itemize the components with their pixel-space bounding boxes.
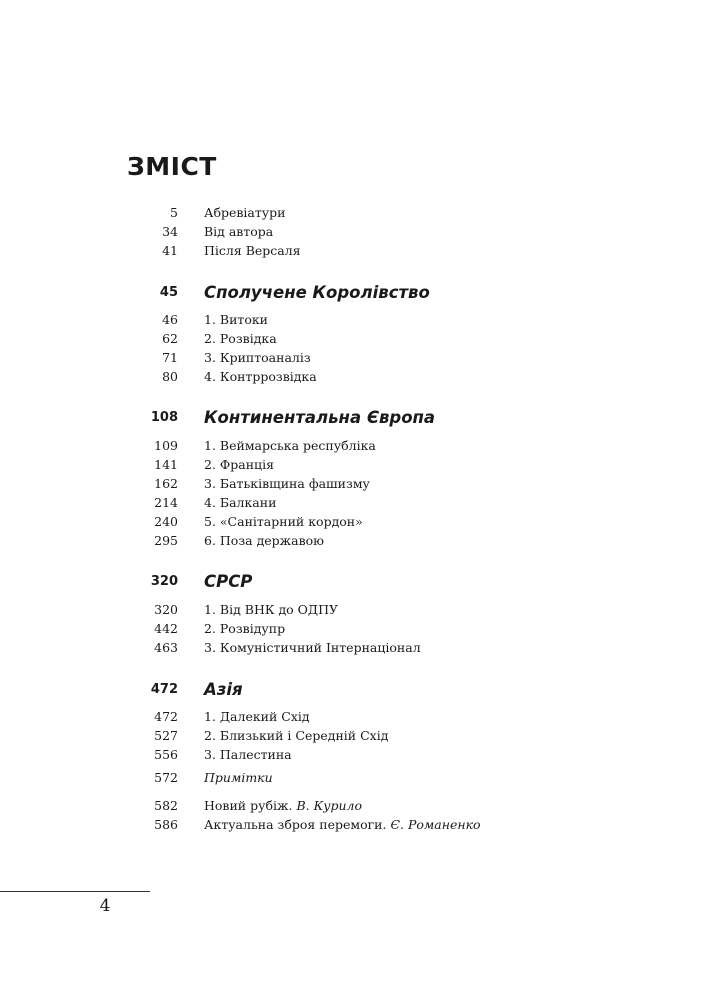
page-number: 34: [162, 224, 178, 239]
toc-entry: [0, 203, 720, 223]
toc-entry-notes: [0, 768, 720, 788]
entry-title: 2. Розвідка: [204, 331, 277, 346]
toc-entry: [0, 241, 720, 261]
toc-entry: [0, 707, 720, 727]
entry-title-text: Актуальна зброя перемоги.: [204, 817, 391, 832]
page-number: 41: [162, 243, 178, 258]
toc-entry: [0, 367, 720, 387]
toc-section-heading: [0, 677, 720, 697]
entry-title: Після Версаля: [204, 243, 301, 258]
entry-title: 5. «Санітарний кордон»: [204, 514, 363, 529]
entry-title: 1. Від ВНК до ОДПУ: [204, 602, 339, 617]
page-number: 463: [154, 640, 178, 655]
toc-entry: [0, 436, 720, 456]
footer-rule: [0, 891, 150, 892]
page-number: 240: [154, 514, 178, 529]
section-title: СРСР: [204, 572, 253, 591]
page-number: 71: [162, 350, 178, 365]
toc-section-heading: [0, 569, 720, 589]
entry-title: [204, 815, 481, 835]
entry-title: Від автора: [204, 224, 274, 239]
page-number: 295: [154, 533, 178, 548]
entry-author: В. Курило: [296, 798, 363, 813]
entry-title: [204, 796, 362, 816]
entry-title: 6. Поза державою: [204, 533, 325, 548]
entry-title: 3. Криптоаналіз: [204, 350, 311, 365]
section-title: Азія: [204, 680, 243, 699]
entry-title: Абревіатури: [204, 205, 286, 220]
toc-entry: [0, 455, 720, 475]
page-number: 62: [162, 331, 178, 346]
entry-title: 1. Веймарська республіка: [204, 438, 376, 453]
page-number: 472: [154, 709, 178, 724]
section-page-number: 320: [150, 574, 178, 589]
page-number: 46: [162, 312, 178, 327]
toc-entry: [0, 493, 720, 513]
entry-title: 4. Контррозвідка: [204, 369, 317, 384]
toc-entry: [0, 600, 720, 620]
toc-entry: [0, 512, 720, 532]
page-number: 214: [154, 495, 178, 510]
toc-entry: [0, 815, 720, 835]
entry-author: Є. Романенко: [390, 817, 481, 832]
page-number: 527: [154, 728, 178, 743]
page-folio: 4: [99, 896, 111, 916]
toc-section-heading: [0, 280, 720, 300]
entry-title: 3. Палестина: [204, 747, 292, 762]
entry-title: 2. Близький і Середній Схід: [204, 728, 389, 743]
page-title: ЗМІСТ: [127, 152, 217, 181]
entry-title: 1. Далекий Схід: [204, 709, 310, 724]
toc-entry: [0, 348, 720, 368]
toc-entry: [0, 796, 720, 816]
toc-entry: [0, 474, 720, 494]
page-number: 556: [154, 747, 178, 762]
page-number: 162: [154, 476, 178, 491]
toc-entry: [0, 638, 720, 658]
entry-title: 2. Розвідупр: [204, 621, 286, 636]
entry-title-text: Новий рубіж.: [204, 798, 297, 813]
entry-title: Примітки: [204, 770, 273, 785]
page-number: 586: [154, 817, 178, 832]
page-number: 572: [154, 770, 178, 785]
page-number: 109: [154, 438, 178, 453]
toc-entry: [0, 329, 720, 349]
toc-section-heading: [0, 405, 720, 425]
entry-title: 2. Франція: [204, 457, 274, 472]
section-page-number: 108: [150, 410, 178, 425]
entry-title: 4. Балкани: [204, 495, 277, 510]
toc-entry: [0, 531, 720, 551]
page-number: 141: [154, 457, 178, 472]
toc-entry: [0, 619, 720, 639]
section-title: Континентальна Європа: [204, 408, 436, 427]
toc-entry: [0, 310, 720, 330]
toc-entry: [0, 745, 720, 765]
entry-title: 3. Комуністичний Інтернаціонал: [204, 640, 421, 655]
page-number: 80: [162, 369, 178, 384]
toc-entry: [0, 726, 720, 746]
toc-entry: [0, 222, 720, 242]
page-number: 5: [170, 205, 178, 220]
page-number: 320: [154, 602, 178, 617]
entry-title: 1. Витоки: [204, 312, 269, 327]
section-page-number: 472: [150, 682, 178, 697]
section-page-number: 45: [159, 285, 178, 300]
section-title: Сполучене Королівство: [204, 283, 430, 302]
page-number: 582: [154, 798, 178, 813]
entry-title: 3. Батьківщина фашизму: [204, 476, 370, 491]
page-number: 442: [154, 621, 178, 636]
